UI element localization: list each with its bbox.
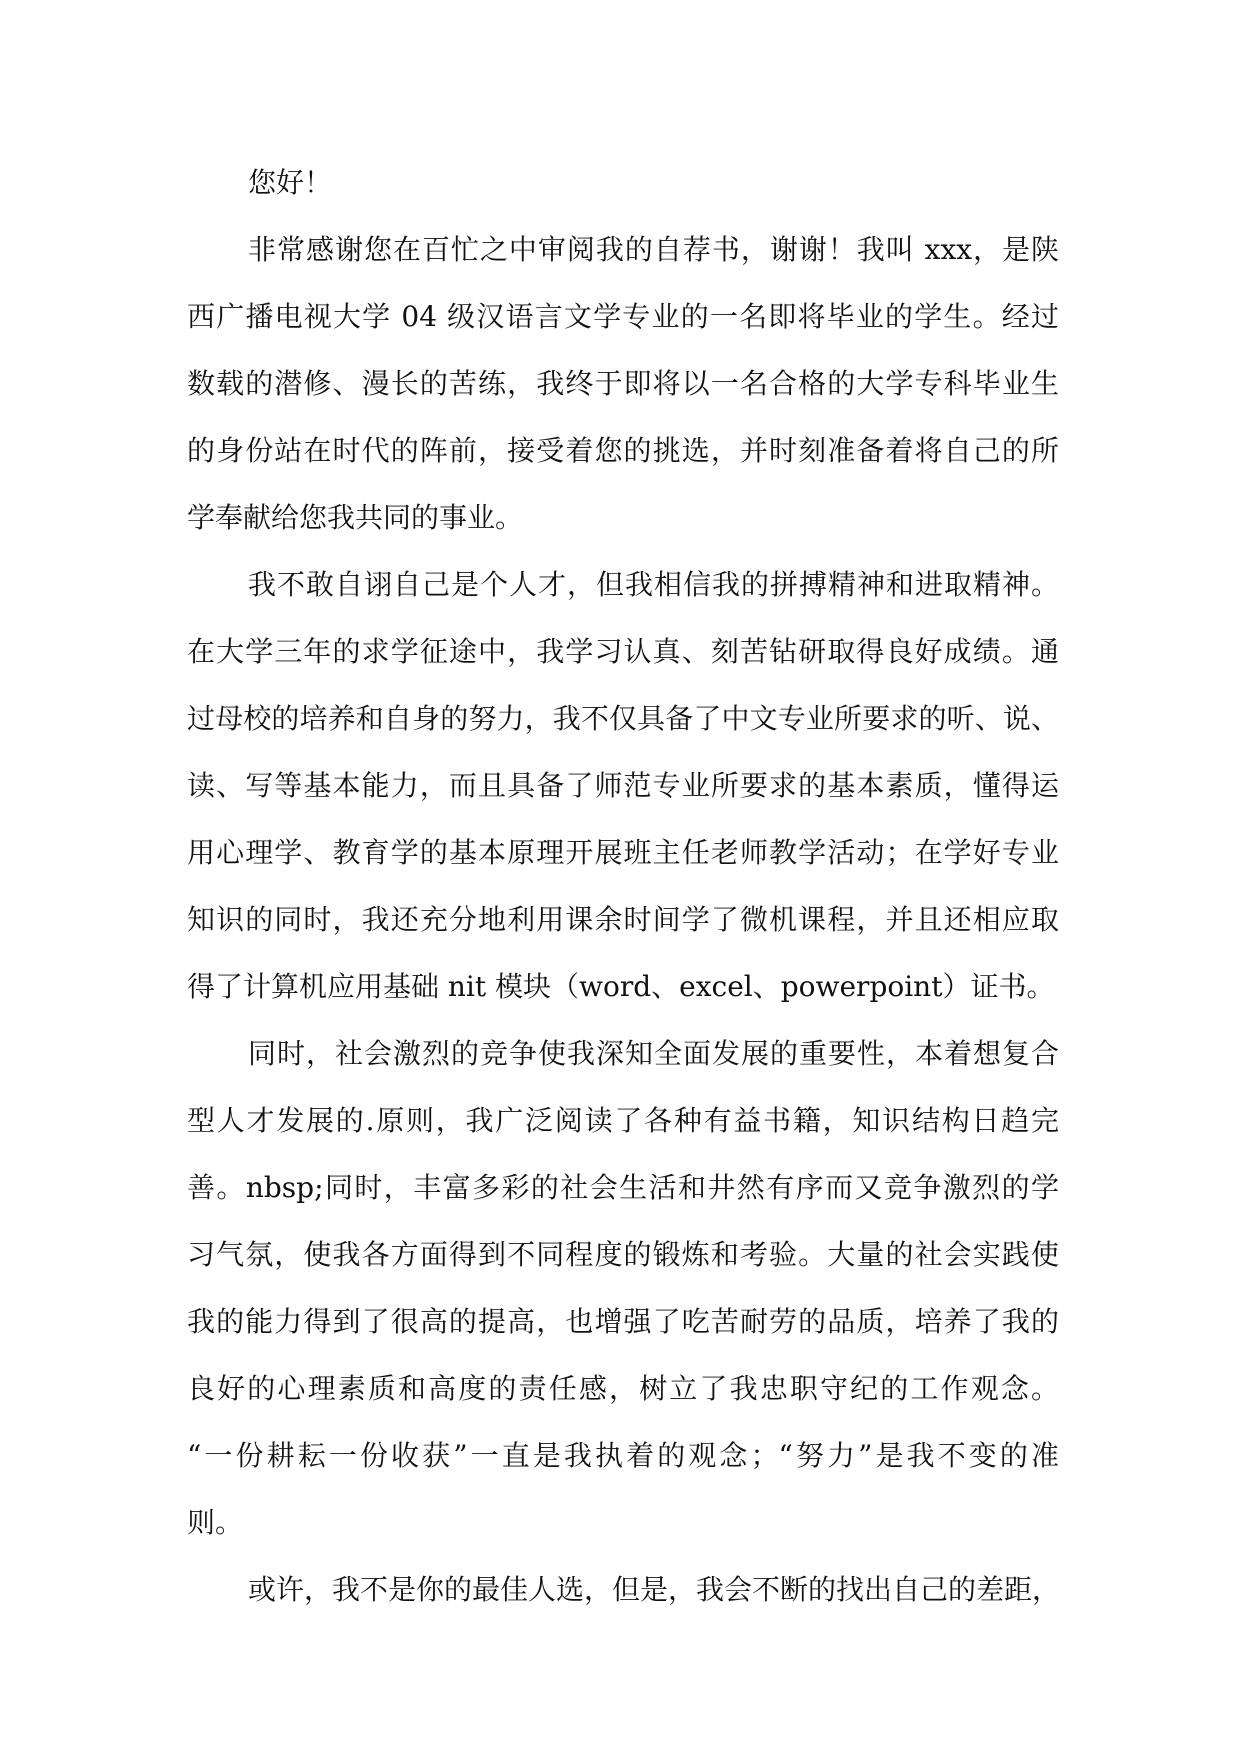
paragraph-line: 我的能力得到了很高的提高，也增强了吃苦耐劳的品质，培养了我的 [187, 1305, 1059, 1338]
paragraph-line: 读、写等基本能力，而且具备了师范专业所要求的基本素质，懂得运 [187, 769, 1059, 802]
paragraph-4 [187, 1556, 1059, 1623]
paragraph-line: 习气氛，使我各方面得到不同程度的锻炼和考验。大量的社会实践使 [187, 1238, 1059, 1271]
paragraph-line: 或许，我不是你的最佳人选，但是，我会不断的找出自己的差距， [248, 1573, 1061, 1606]
paragraph-line: 数载的潜修、漫长的苦练，我终于即将以一名合格的大学专科毕业生 [187, 367, 1059, 400]
greeting: 您好！ [248, 166, 333, 199]
paragraph-line: “一份耕耘一份收获”一直是我执着的观念；“努力”是我不变的准 [187, 1439, 1059, 1472]
paragraph-line: 的身份站在时代的阵前，接受着您的挑选，并时刻准备着将自己的所 [187, 434, 1059, 467]
paragraph-3 [187, 1020, 1059, 1556]
paragraph-2 [187, 551, 1059, 1020]
paragraph-line: 在大学三年的求学征途中，我学习认真、刻苦钻研取得良好成绩。通 [187, 635, 1059, 668]
paragraph-line: 用心理学、教育学的基本原理开展班主任老师教学活动；在学好专业 [187, 836, 1059, 869]
paragraph-line: 我不敢自诩自己是个人才，但我相信我的拼搏精神和进取精神。 [248, 568, 1059, 601]
paragraph-line: 则。 [187, 1506, 244, 1539]
paragraph-1 [187, 216, 1059, 551]
paragraph-line: 良好的心理素质和高度的责任感，树立了我忠职守纪的工作观念。 [187, 1372, 1059, 1405]
paragraph-line: 同时，社会激烈的竞争使我深知全面发展的重要性，本着想复合 [248, 1037, 1059, 1070]
paragraph-line: 学奉献给您我共同的事业。 [187, 501, 524, 534]
paragraph-line: 型人才发展的.原则，我广泛阅读了各种有益书籍，知识结构日趋完 [187, 1104, 1059, 1137]
paragraph-line: 知识的同时，我还充分地利用课余时间学了微机课程，并且还相应取 [187, 903, 1059, 936]
paragraph-line: 过母校的培养和自身的努力，我不仅具备了中文专业所要求的听、说、 [187, 702, 1059, 735]
letter-body [187, 149, 1059, 1623]
paragraph-line: 善。nbsp;同时，丰富多彩的社会生活和井然有序而又竞争激烈的学 [187, 1171, 1059, 1204]
paragraph-line: 得了计算机应用基础 nit 模块（word、excel、powerpoint）证书。 [187, 970, 1055, 1003]
paragraph-line: 非常感谢您在百忙之中审阅我的自荐书，谢谢！我叫 xxx，是陕 [248, 233, 1059, 266]
paragraph-line: 西广播电视大学 04 级汉语言文学专业的一名即将毕业的学生。经过 [187, 300, 1059, 333]
